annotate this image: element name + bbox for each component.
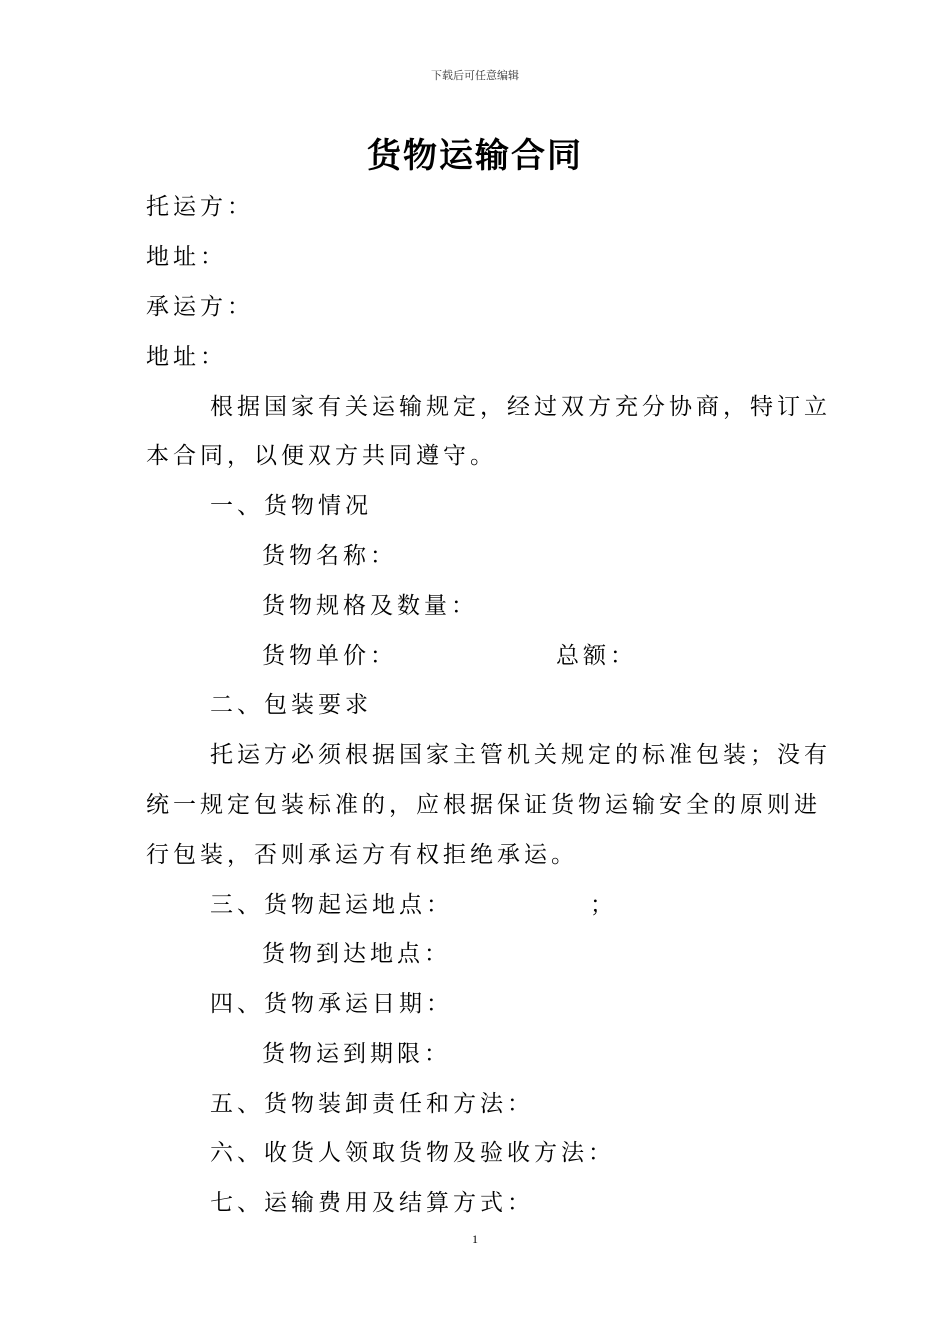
section-6-heading: 六、收货人领取货物及验收方法： <box>210 1140 615 1166</box>
packaging-line-2: 统一规定包装标准的，应根据保证货物运输安全的原则进 <box>146 792 821 818</box>
packaging-line-3: 行包装，否则承运方有权拒绝承运。 <box>146 842 578 868</box>
shipper-label: 托运方： <box>146 194 254 220</box>
goods-name-label: 货物名称： <box>262 543 397 569</box>
delivery-deadline-label: 货物运到期限： <box>262 1041 451 1067</box>
packaging-line-1: 托运方必须根据国家主管机关规定的标准包装；没有 <box>210 742 831 768</box>
section-3-semicolon: ； <box>590 892 617 918</box>
section-1-heading: 一、货物情况 <box>210 493 372 519</box>
intro-line-1: 根据国家有关运输规定，经过双方充分协商，特订立 <box>210 394 831 420</box>
destination-label: 货物到达地点： <box>262 941 451 967</box>
section-3-heading: 三、货物起运地点： <box>210 892 453 918</box>
page-header: 下载后可任意编辑 <box>431 69 519 82</box>
shipper-address-label: 地址： <box>146 244 227 270</box>
section-2-heading: 二、包装要求 <box>210 692 372 718</box>
carrier-label: 承运方： <box>146 294 254 320</box>
intro-line-2: 本合同，以便双方共同遵守。 <box>146 443 497 469</box>
goods-price-label: 货物单价： <box>262 643 397 669</box>
goods-total-label: 总额： <box>556 643 637 669</box>
section-4-heading: 四、货物承运日期： <box>210 991 453 1017</box>
section-7-heading: 七、运输费用及结算方式： <box>210 1190 534 1216</box>
goods-spec-label: 货物规格及数量： <box>262 593 478 619</box>
document-title: 货物运输合同 <box>367 136 583 176</box>
page-number: 1 <box>472 1232 478 1246</box>
section-5-heading: 五、货物装卸责任和方法： <box>210 1091 534 1117</box>
carrier-address-label: 地址： <box>146 344 227 370</box>
